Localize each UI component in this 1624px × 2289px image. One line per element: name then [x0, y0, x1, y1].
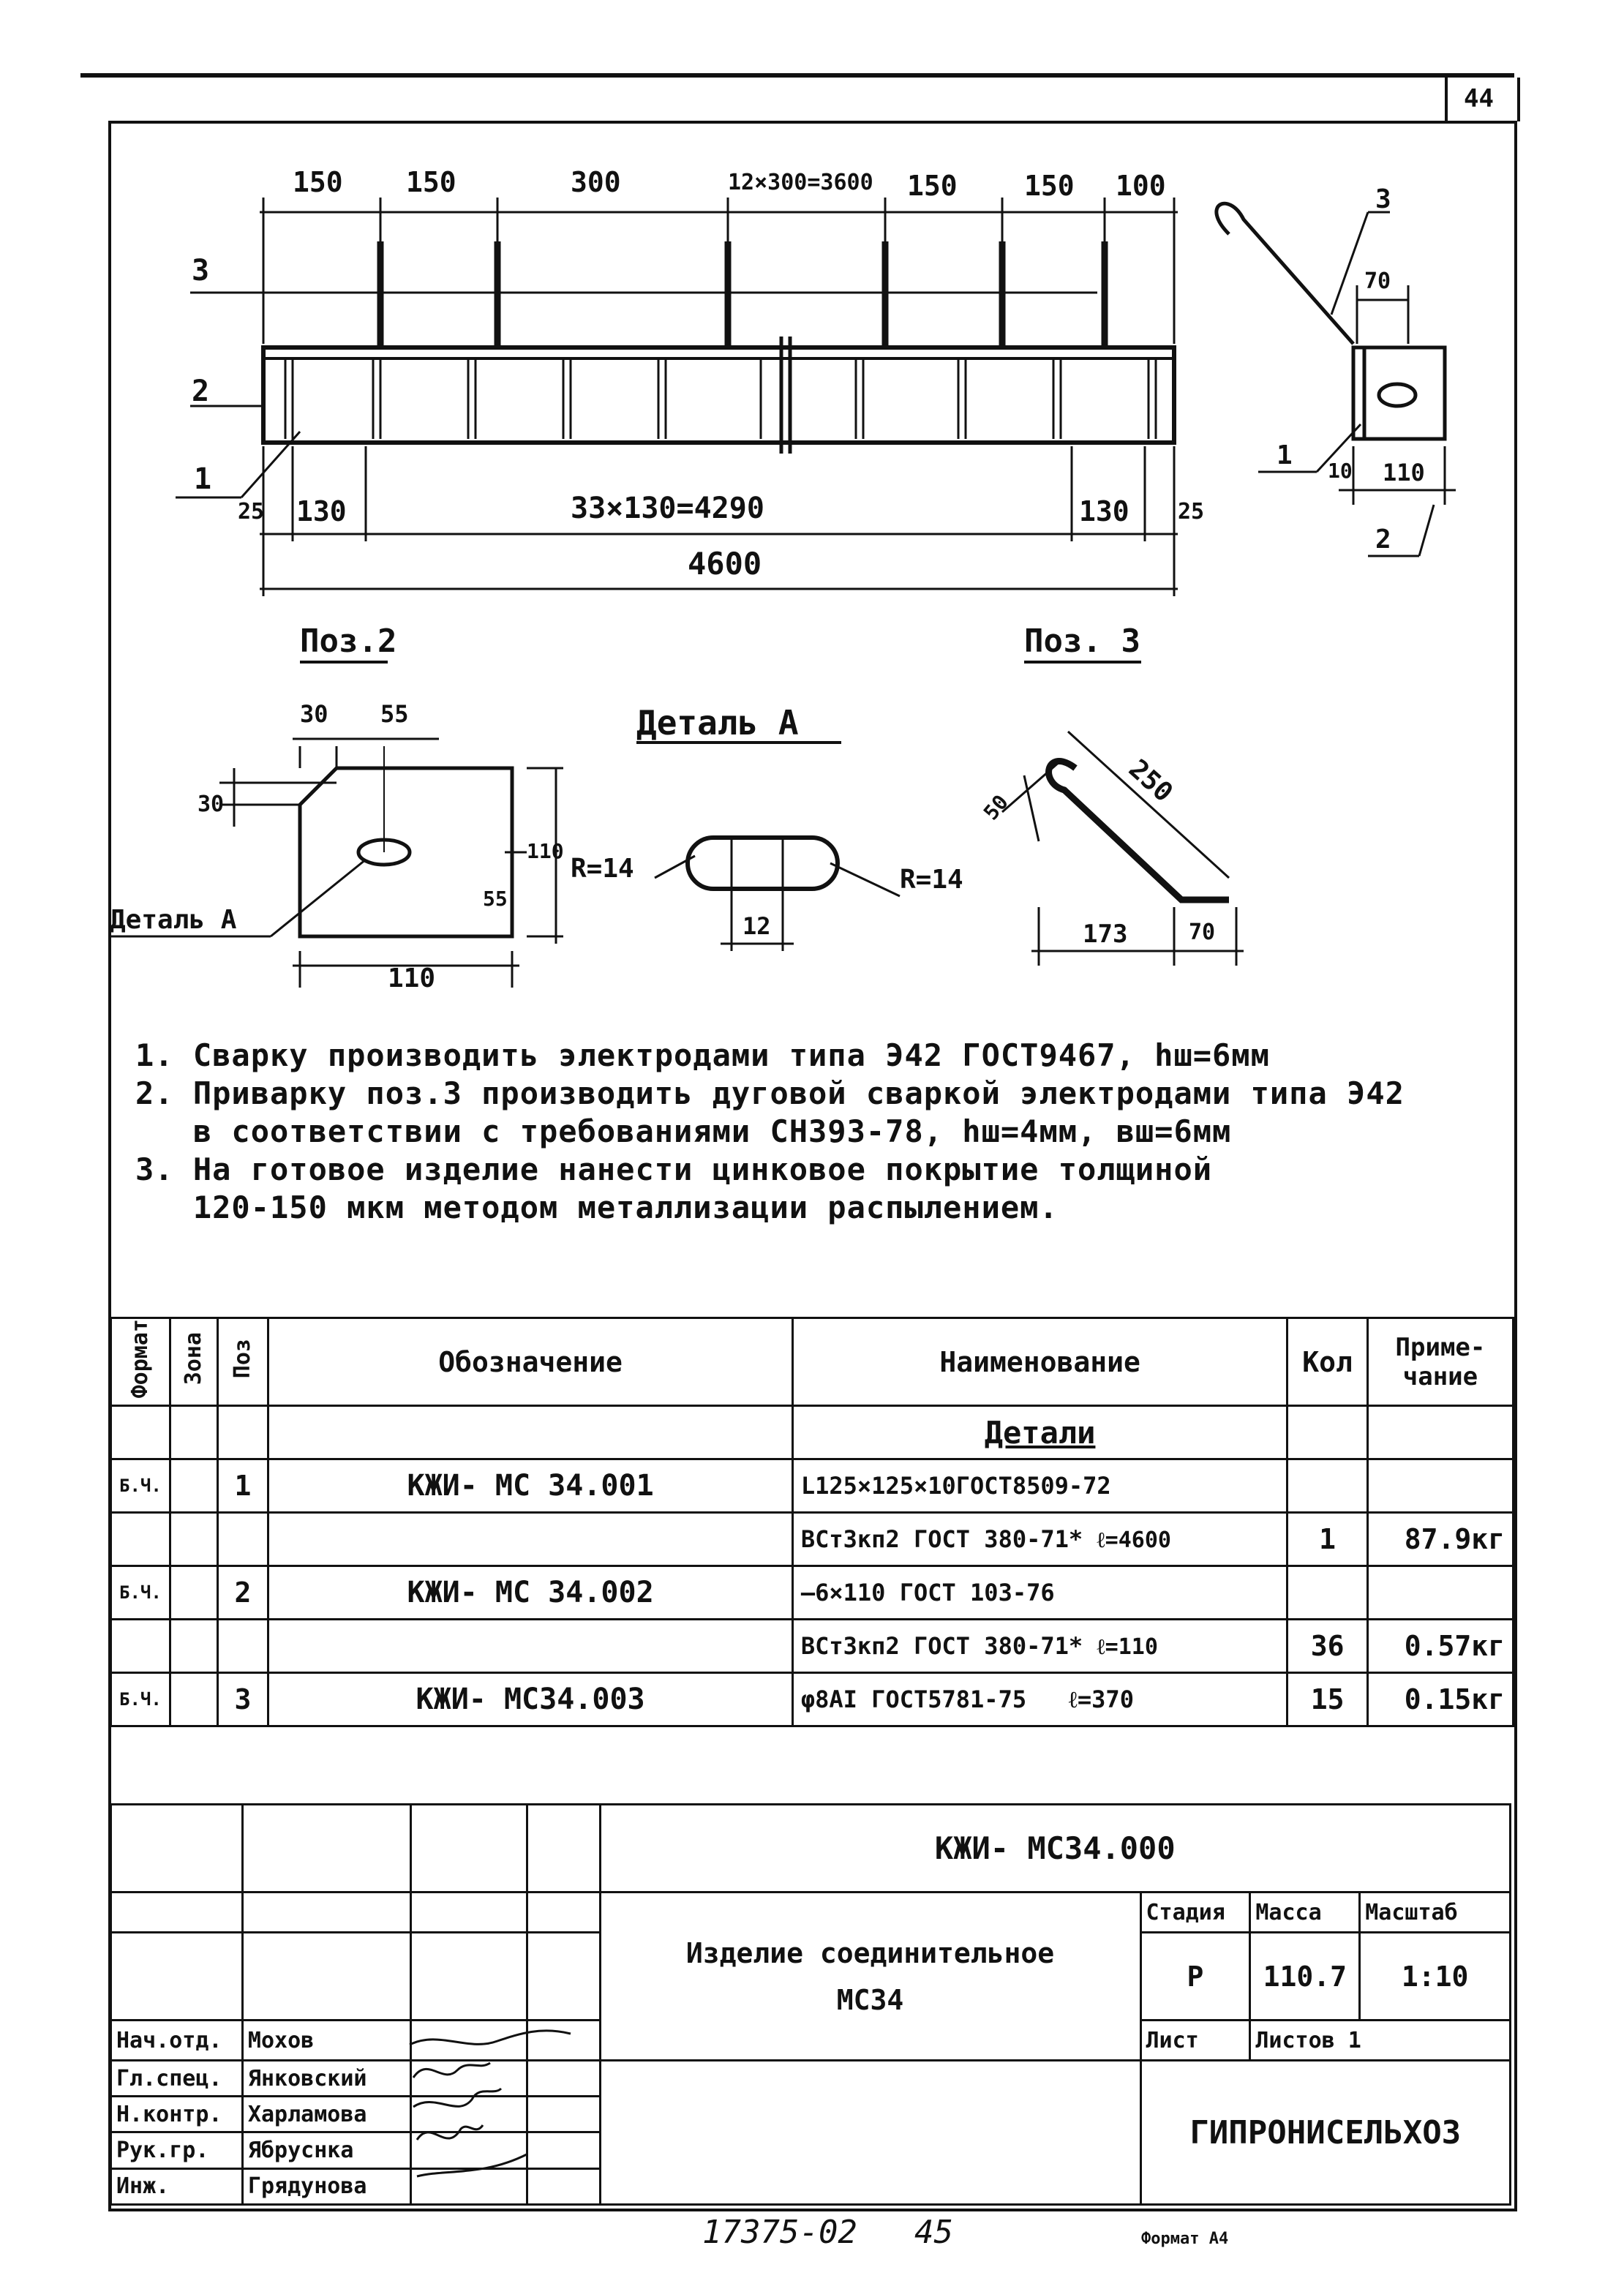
note-2: 2. Приварку поз.3 производить дуговой сваркой электродами типа Э42 — [135, 1075, 1405, 1111]
signer-role: Гл.спец. — [111, 2061, 243, 2097]
pos2-detail-ref: Деталь А — [110, 905, 237, 935]
footer-format: Формат А4 — [1141, 2230, 1229, 2248]
spec-table — [110, 1317, 1514, 1727]
pos3-dim250: 250 — [1122, 753, 1178, 808]
plate-marks — [285, 358, 1156, 439]
sheet-number: 44 — [1464, 84, 1494, 113]
footer-page: 45 — [914, 2214, 953, 2251]
dim-bottom-3: 33×130=4290 — [571, 492, 764, 525]
dim-total: 4600 — [688, 546, 762, 582]
pos3-dim70: 70 — [1189, 920, 1216, 945]
dim-top-4: 12×300=3600 — [728, 170, 873, 195]
section-dim110: 110 — [1383, 459, 1425, 486]
signer-name: Янковский — [242, 2061, 410, 2097]
pos2-dim55v: 55 — [483, 887, 508, 911]
footer-archive: 17375-02 — [702, 2214, 857, 2251]
dim-top-3: 300 — [571, 166, 621, 198]
pos2-dim55: 55 — [380, 700, 409, 728]
table-row: ВСт3кп2 ГОСТ 380-71* ℓ=4600 1 87.9кг — [111, 1513, 1514, 1566]
section-pos2: 2 — [1375, 525, 1391, 555]
note-1: 1. Сварку производить электродами типа Э42 ГОСТ9467, hш=6мм — [135, 1037, 1270, 1073]
tb-scale-h: Масштаб — [1360, 1893, 1511, 1933]
detail-r-right: R=14 — [900, 865, 963, 895]
tb-scale: 1:10 — [1360, 1933, 1511, 2021]
pos2-plate — [110, 739, 563, 988]
pos2-dim30a: 30 — [300, 700, 328, 728]
tb-stage: Р — [1140, 1933, 1250, 2021]
dim-bottom-1: 25 — [238, 499, 265, 525]
note-2b: в соответствии с требованиями СН393-78, hш=4мм, вш=6мм — [135, 1113, 1232, 1149]
hdr-qty: Кол — [1287, 1318, 1368, 1406]
tb-sheets-h: Листов 1 — [1250, 2021, 1511, 2061]
table-row: Б.Ч. 1 КЖИ- МС 34.001 L125×125×10ГОСТ8509-72 — [111, 1459, 1514, 1513]
tb-mass: 110.7 — [1250, 1933, 1360, 2021]
hdr-format: Формат — [111, 1318, 170, 1406]
signer-role: Рук.гр. — [111, 2132, 243, 2168]
signer-role: Н.контр. — [111, 2097, 243, 2132]
section-dim10: 10 — [1328, 459, 1353, 483]
pos-label-1: 1 — [194, 462, 212, 496]
tb-mass-h: Масса — [1250, 1893, 1360, 1933]
table-row: ВСт3кп2 ГОСТ 380-71* ℓ=110 36 0.57кг — [111, 1620, 1514, 1673]
title-block — [110, 1803, 1511, 2206]
pos3-dim50: 50 — [978, 790, 1013, 825]
dim-top-6: 150 — [1024, 170, 1075, 202]
detail-width: 12 — [743, 912, 771, 940]
section-pos1: 1 — [1277, 440, 1293, 470]
tb-sheet-h: Лист — [1140, 2021, 1250, 2061]
detail-a-title: Деталь А — [636, 703, 799, 743]
dim-top-7: 100 — [1116, 170, 1166, 202]
table-row: Б.Ч. 3 КЖИ- МС34.003 φ8АI ГОСТ5781-75 ℓ=370 15 0.15кг — [111, 1673, 1514, 1726]
note-3b: 120-150 мкм методом металлизации распылением. — [135, 1189, 1059, 1225]
signer-name: Ябруснка — [242, 2132, 410, 2168]
pos3-dim173: 173 — [1083, 920, 1128, 949]
pos2-dim110v: 110 — [527, 839, 564, 863]
pos2-title: Поз.2 — [300, 623, 397, 660]
tb-code: КЖИ- МС34.000 — [600, 1805, 1510, 1893]
break-mark — [781, 337, 790, 454]
section-pos3: 3 — [1375, 184, 1391, 214]
signer-role: Инж. — [111, 2168, 243, 2204]
pos3-title: Поз. 3 — [1024, 623, 1140, 660]
dim-top-5: 150 — [907, 170, 958, 202]
hdr-note: Приме-чание — [1367, 1318, 1513, 1406]
hdr-zone: Зона — [170, 1318, 217, 1406]
table-row: Б.Ч. 2 КЖИ- МС 34.002 –6×110 ГОСТ 103-76 — [111, 1566, 1514, 1620]
hdr-pos: Поз — [217, 1318, 268, 1406]
section-title: Детали — [792, 1406, 1287, 1459]
dim-bottom-2: 130 — [296, 495, 347, 527]
hdr-designation: Обозначение — [268, 1318, 793, 1406]
detail-a-slot — [655, 838, 900, 951]
dim-top-1: 150 — [293, 166, 343, 198]
pos-label-3: 3 — [192, 254, 210, 287]
section-view — [1217, 203, 1456, 556]
pos-label-2: 2 — [192, 375, 210, 408]
spec-header-row — [111, 1318, 1514, 1406]
section-dim70: 70 — [1364, 268, 1391, 294]
rods — [380, 241, 1105, 347]
pos2-dim110h: 110 — [388, 963, 436, 993]
tb-title: Изделие соединительное МС34 — [600, 1893, 1140, 2061]
angle-bar — [263, 347, 1174, 443]
tb-stage-h: Стадия — [1140, 1893, 1250, 1933]
tb-org: ГИПРОНИСЕЛЬХОЗ — [1140, 2061, 1511, 2205]
spec-section-row — [111, 1406, 1514, 1459]
dim-bottom-4: 130 — [1079, 495, 1129, 527]
dim-bottom-5: 25 — [1178, 499, 1205, 525]
signer-name: Харламова — [242, 2097, 410, 2132]
signer-role: Нач.отд. — [111, 2021, 243, 2061]
dim-top-2: 150 — [406, 166, 456, 198]
signer-name: Мохов — [242, 2021, 410, 2061]
hdr-name: Наименование — [792, 1318, 1287, 1406]
signer-name: Грядунова — [242, 2168, 410, 2204]
pos2-dim30b: 30 — [198, 792, 225, 817]
note-3: 3. На готовое изделие нанести цинковое покрытие толщиной — [135, 1151, 1213, 1187]
detail-r-left: R=14 — [571, 854, 634, 884]
